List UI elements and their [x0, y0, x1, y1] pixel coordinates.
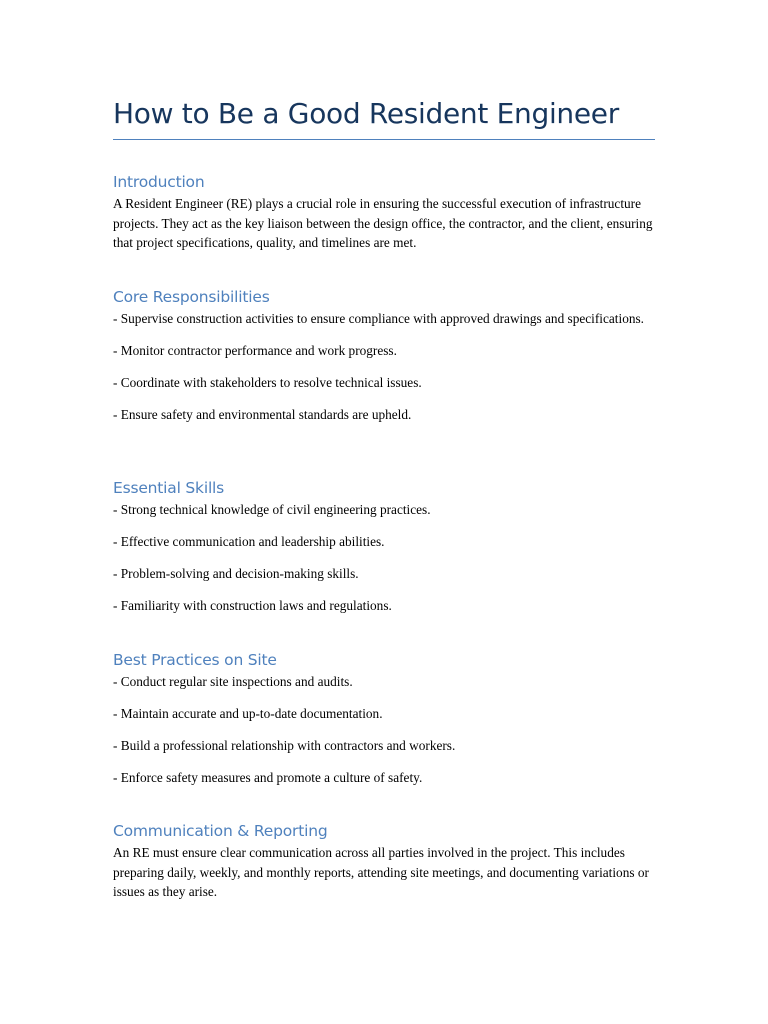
list-item: - Maintain accurate and up-to-date documentation. [113, 706, 383, 721]
section-introduction [113, 171, 658, 253]
list-item: - Conduct regular site inspections and audits. [113, 674, 353, 689]
list-item: - Build a professional relationship with contractors and workers. [113, 738, 456, 753]
section-heading-communication-reporting: Communication & Reporting [113, 822, 328, 840]
list-item: - Supervise construction activities to ensure compliance with approved drawings and specifications. [113, 311, 644, 326]
list-item: - Strong technical knowledge of civil engineering practices. [113, 502, 431, 517]
section-best-practices-on-site [113, 649, 658, 788]
section-heading-core-responsibilities: Core Responsibilities [113, 288, 270, 306]
introduction-paragraph: A Resident Engineer (RE) plays a crucial role in ensuring the successful execution of infrastructure projects. They act as the key liaison between the design office, the contractor, and the client, ensuring that project specifications, quality, and timelines are met. [113, 196, 653, 250]
section-heading-best-practices-on-site: Best Practices on Site [113, 651, 277, 669]
communication-paragraph: An RE must ensure clear communication across all parties involved in the project. This includes preparing daily, weekly, and monthly reports, attending site meetings, and documenting variations or issues as they arise. [113, 845, 649, 899]
section-heading-essential-skills: Essential Skills [113, 479, 225, 497]
list-item: - Ensure safety and environmental standards are upheld. [113, 407, 412, 422]
document-title: How to Be a Good Resident Engineer [113, 97, 619, 130]
title-underline-divider [113, 139, 655, 140]
list-item: - Enforce safety measures and promote a culture of safety. [113, 770, 423, 785]
list-item: - Monitor contractor performance and work progress. [113, 343, 397, 358]
section-heading-introduction: Introduction [113, 173, 205, 191]
section-core-responsibilities [113, 286, 658, 425]
list-item: - Effective communication and leadership abilities. [113, 534, 385, 549]
list-item: - Familiarity with construction laws and regulations. [113, 598, 392, 613]
list-item: - Coordinate with stakeholders to resolve technical issues. [113, 375, 422, 390]
list-item: - Problem-solving and decision-making skills. [113, 566, 359, 581]
section-essential-skills [113, 477, 658, 616]
section-communication-reporting [113, 820, 658, 902]
